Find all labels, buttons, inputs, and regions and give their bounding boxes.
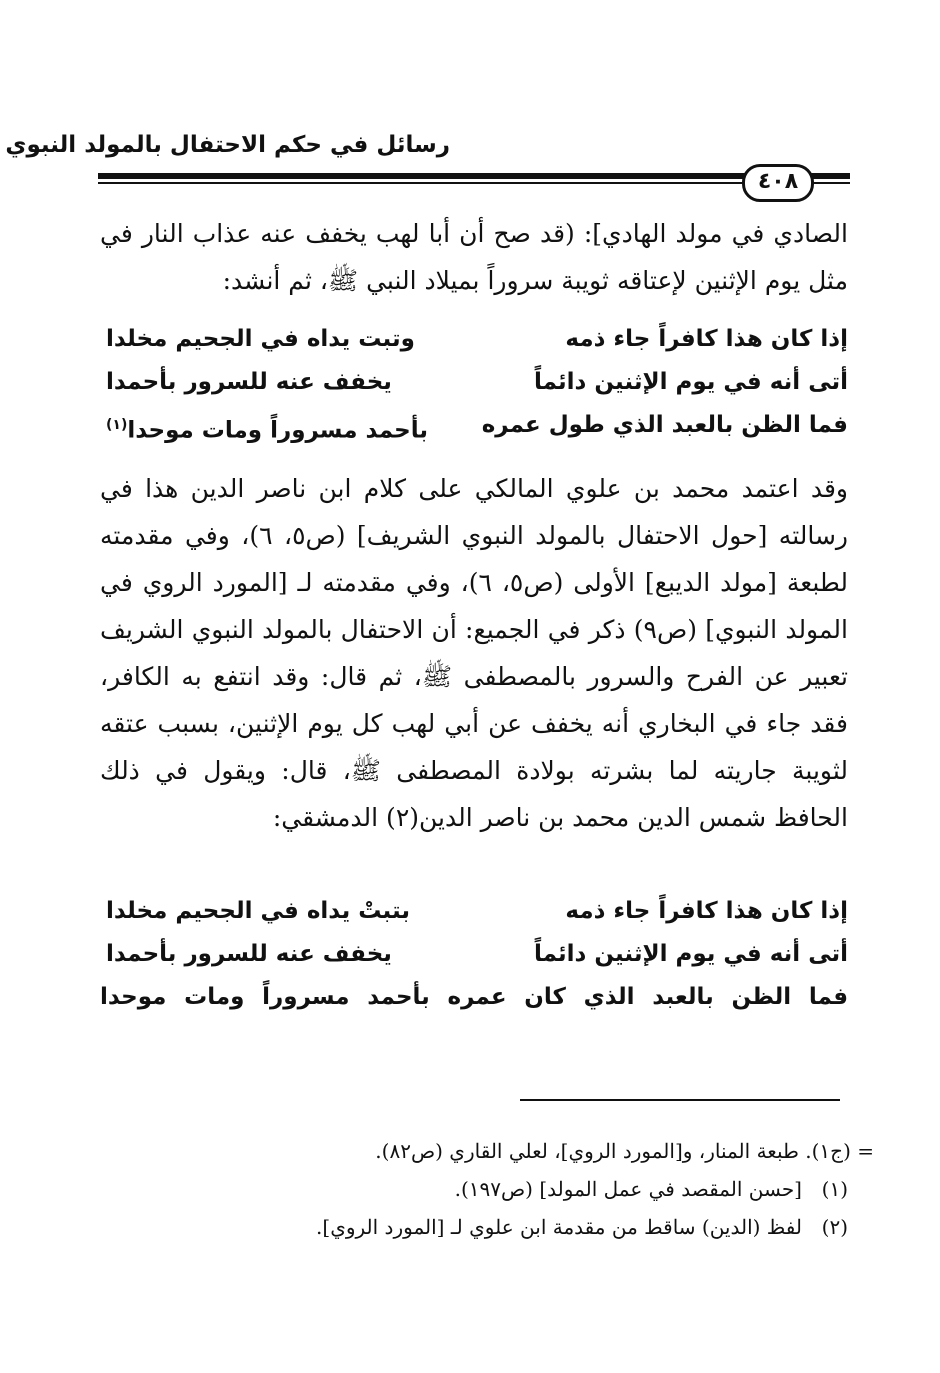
poem-1-verse-3-first-hemistich: فما الظن بالعبد الذي طول عمره bbox=[481, 412, 848, 438]
footnote-1-mark: (١) bbox=[821, 1177, 848, 1201]
poem-2-verse-2 bbox=[100, 933, 848, 975]
poem-2-verse-1-second-hemistich: بتبتْ يداه في الجحيم مخلدا bbox=[106, 898, 410, 924]
paragraph-1: الصادي في مولد الهادي]: (قد صح أن أبا لهب يخفف عنه عذاب النار في مثل يوم الإثنين لإعتاقه ثويبة سروراً بميلاد النبي ﷺ، ثم أنشد: bbox=[100, 219, 848, 295]
footnote-1 bbox=[88, 1170, 848, 1208]
poem-2-verse-3 bbox=[100, 976, 848, 1018]
poem-2-verse-1-first-hemistich: إذا كان هذا كافراً جاء ذمه bbox=[565, 898, 848, 924]
footnote-2-text: لفظ (الدين) ساقط من مقدمة ابن علوي لـ [المورد الروي]. bbox=[316, 1215, 802, 1239]
page-number-badge: ٤٠٨ bbox=[742, 164, 814, 202]
footnotes bbox=[88, 1132, 874, 1246]
header-rule bbox=[98, 172, 850, 192]
poem-2 bbox=[100, 890, 848, 1019]
poem-1-verse-2-second-hemistich: يخفف عنه للسرور بأحمدا bbox=[106, 369, 392, 395]
footnote-2 bbox=[88, 1208, 848, 1246]
poem-1 bbox=[100, 318, 848, 447]
header-rule-thick bbox=[98, 173, 850, 179]
poem-1-verse-2 bbox=[100, 361, 848, 403]
footnote-1-text: [حسن المقصد في عمل المولد] (ص١٩٧). bbox=[454, 1177, 802, 1201]
poem-1-verse-1-second-hemistich: وتبت يداه في الجحيم مخلدا bbox=[106, 326, 415, 352]
footnote-continuation-text: = (ج١). طبعة المنار، و[المورد الروي]، لعلي القاري (ص٨٢). bbox=[375, 1139, 874, 1163]
paragraph-2: وقد اعتمد محمد بن علوي المالكي على كلام ابن ناصر الدين هذا في رسالته [حول الاحتفال بالمولد النبوي الشريف] (ص٥، ٦)، وفي مقدمته لطبعة [مولد الديبع] الأولى (ص٥، ٦)، وفي مقدمته لـ [المورد الروي في المولد النبوي] (ص٩) ذكر في الجميع: أن الاحتفال بالمولد النبوي الشريف تعبير عن الفرح والسرور بالمصطفى ﷺ، ثم قال: وقد انتفع به الكافر، فقد جاء في البخاري أنه يخفف عن أبي لهب كل يوم الإثنين، بسبب عتقه لثويبة جاريته لما بشرته بولادة المصطفى ﷺ، قال: ويقول في ذلك الحافظ شمس الدين محمد بن ناصر الدين(٢) الدمشقي: bbox=[100, 474, 849, 832]
poem-2-verse-2-second-hemistich: يخفف عنه للسرور بأحمدا bbox=[106, 941, 392, 967]
footnote-2-mark: (٢) bbox=[821, 1215, 848, 1239]
header-rule-thin bbox=[98, 182, 850, 184]
footnote-ref-1[interactable]: (١) bbox=[106, 417, 128, 433]
poem-1-verse-3-second-hemistich bbox=[106, 404, 428, 452]
poem-1-verse-3 bbox=[100, 404, 848, 446]
footnote-separator bbox=[520, 1099, 840, 1101]
poem-1-verse-1-first-hemistich: إذا كان هذا كافراً جاء ذمه bbox=[565, 326, 848, 352]
poem-2-verse-1 bbox=[100, 890, 848, 932]
poem-1-verse-1 bbox=[100, 318, 848, 360]
poem-2-verse-2-first-hemistich: أتى أنه في يوم الإثنين دائماً bbox=[533, 941, 848, 967]
poem-1-verse-2-first-hemistich: أتى أنه في يوم الإثنين دائماً bbox=[533, 369, 848, 395]
poem-1-verse-3-second-text: بأحمد مسروراً ومات موحدا bbox=[127, 417, 428, 444]
footnote-continuation bbox=[88, 1132, 874, 1170]
running-title: رسائل في حكم الاحتفال بالمولد النبوي bbox=[5, 132, 450, 158]
poem-2-verse-3-text: فما الظن بالعبد الذي كان عمره بأحمد مسروراً ومات موحدا bbox=[100, 984, 848, 1010]
